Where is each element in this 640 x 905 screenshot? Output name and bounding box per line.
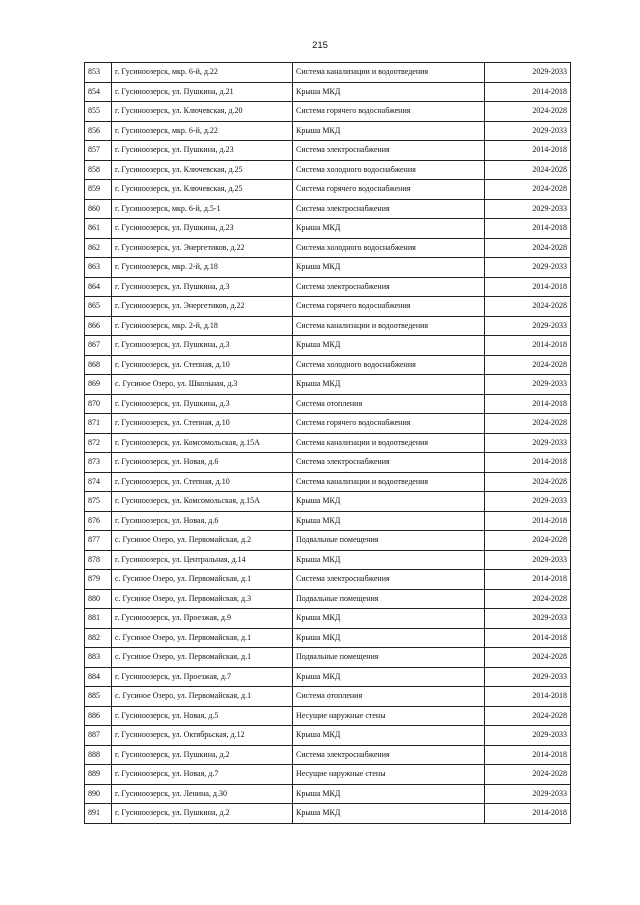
address-cell: г. Гусиноозерск, ул. Ключевская, д.25: [112, 180, 293, 200]
address-cell: г. Гусиноозерск, ул. Новая, д.6: [112, 511, 293, 531]
system-cell: Крыша МКД: [293, 609, 485, 629]
period-cell: 2024-2028: [485, 472, 571, 492]
period-cell: 2029-2033: [485, 316, 571, 336]
row-number-cell: 862: [85, 238, 112, 258]
table-row: [85, 199, 571, 219]
system-cell: Крыша МКД: [293, 784, 485, 804]
row-number-cell: 878: [85, 550, 112, 570]
period-cell: 2014-2018: [485, 511, 571, 531]
table-row: [85, 394, 571, 414]
address-cell: г. Гусиноозерск, ул. Степная, д.10: [112, 355, 293, 375]
table-row: [85, 589, 571, 609]
row-number-cell: 881: [85, 609, 112, 629]
table-row: [85, 219, 571, 239]
table-row: [85, 628, 571, 648]
row-number-cell: 871: [85, 414, 112, 434]
table-body: [85, 63, 571, 824]
table-row: [85, 784, 571, 804]
table-row: [85, 609, 571, 629]
table-row: [85, 453, 571, 473]
address-cell: г. Гусиноозерск, ул. Пушкина, д.3: [112, 277, 293, 297]
address-cell: г. Гусиноозерск, ул. Комсомольская, д.15А: [112, 433, 293, 453]
table-row: [85, 141, 571, 161]
row-number-cell: 882: [85, 628, 112, 648]
system-cell: Система горячего водоснабжения: [293, 297, 485, 317]
system-cell: Система электроснабжения: [293, 199, 485, 219]
table-row: [85, 102, 571, 122]
table-row: [85, 414, 571, 434]
system-cell: Крыша МКД: [293, 121, 485, 141]
address-cell: г. Гусиноозерск, ул. Ключевская, д.25: [112, 160, 293, 180]
period-cell: 2029-2033: [485, 375, 571, 395]
system-cell: Система канализации и водоотведения: [293, 316, 485, 336]
period-cell: 2024-2028: [485, 414, 571, 434]
address-cell: с. Гусиное Озеро, ул. Первомайская, д.1: [112, 628, 293, 648]
table-row: [85, 472, 571, 492]
period-cell: 2024-2028: [485, 648, 571, 668]
row-number-cell: 868: [85, 355, 112, 375]
system-cell: Система горячего водоснабжения: [293, 180, 485, 200]
capital-repair-table: [84, 62, 571, 824]
period-cell: 2014-2018: [485, 687, 571, 707]
table-row: [85, 745, 571, 765]
address-cell: с. Гусиное Озеро, ул. Первомайская, д.1: [112, 687, 293, 707]
row-number-cell: 866: [85, 316, 112, 336]
system-cell: Крыша МКД: [293, 82, 485, 102]
row-number-cell: 865: [85, 297, 112, 317]
table-row: [85, 433, 571, 453]
system-cell: Система электроснабжения: [293, 277, 485, 297]
address-cell: г. Гусиноозерск, ул. Энергетиков, д.22: [112, 238, 293, 258]
table-row: [85, 706, 571, 726]
period-cell: 2029-2033: [485, 726, 571, 746]
period-cell: 2024-2028: [485, 355, 571, 375]
period-cell: 2029-2033: [485, 784, 571, 804]
period-cell: 2014-2018: [485, 628, 571, 648]
page-number: 215: [312, 40, 328, 51]
system-cell: Система электроснабжения: [293, 141, 485, 161]
address-cell: г. Гусиноозерск, ул. Пушкина, д.23: [112, 141, 293, 161]
system-cell: Крыша МКД: [293, 550, 485, 570]
address-cell: г. Гусиноозерск, ул. Проезжая, д.7: [112, 667, 293, 687]
address-cell: г. Гусиноозерск, мкр. 2-й, д.18: [112, 316, 293, 336]
period-cell: 2029-2033: [485, 121, 571, 141]
row-number-cell: 857: [85, 141, 112, 161]
period-cell: 2029-2033: [485, 550, 571, 570]
row-number-cell: 886: [85, 706, 112, 726]
table-row: [85, 531, 571, 551]
address-cell: г. Гусиноозерск, ул. Степная, д.10: [112, 472, 293, 492]
period-cell: 2014-2018: [485, 219, 571, 239]
row-number-cell: 879: [85, 570, 112, 590]
address-cell: г. Гусиноозерск, ул. Новая, д.7: [112, 765, 293, 785]
system-cell: Крыша МКД: [293, 336, 485, 356]
system-cell: Крыша МКД: [293, 219, 485, 239]
table-row: [85, 297, 571, 317]
table-row: [85, 336, 571, 356]
system-cell: Система холодного водоснабжения: [293, 160, 485, 180]
address-cell: г. Гусиноозерск, ул. Ключевская, д.20: [112, 102, 293, 122]
system-cell: Система электроснабжения: [293, 453, 485, 473]
system-cell: Система канализации и водоотведения: [293, 63, 485, 83]
address-cell: г. Гусиноозерск, мкр. 6-й, д.22: [112, 121, 293, 141]
system-cell: Подвальные помещения: [293, 531, 485, 551]
address-cell: г. Гусиноозерск, ул. Пушкина, д.23: [112, 219, 293, 239]
address-cell: г. Гусиноозерск, мкр. 6-й, д.5-1: [112, 199, 293, 219]
period-cell: 2024-2028: [485, 238, 571, 258]
period-cell: 2024-2028: [485, 531, 571, 551]
address-cell: с. Гусиное Озеро, ул. Первомайская, д.1: [112, 648, 293, 668]
table-row: [85, 82, 571, 102]
row-number-cell: 869: [85, 375, 112, 395]
table-row: [85, 667, 571, 687]
table-row: [85, 570, 571, 590]
system-cell: Система канализации и водоотведения: [293, 433, 485, 453]
period-cell: 2029-2033: [485, 667, 571, 687]
period-cell: 2014-2018: [485, 745, 571, 765]
row-number-cell: 860: [85, 199, 112, 219]
address-cell: г. Гусиноозерск, ул. Пушкина, д.21: [112, 82, 293, 102]
table-row: [85, 804, 571, 824]
row-number-cell: 867: [85, 336, 112, 356]
table-row: [85, 316, 571, 336]
period-cell: 2024-2028: [485, 102, 571, 122]
system-cell: Крыша МКД: [293, 258, 485, 278]
address-cell: г. Гусиноозерск, мкр. 2-й, д.18: [112, 258, 293, 278]
system-cell: Система холодного водоснабжения: [293, 355, 485, 375]
row-number-cell: 891: [85, 804, 112, 824]
period-cell: 2014-2018: [485, 82, 571, 102]
table-row: [85, 726, 571, 746]
period-cell: 2024-2028: [485, 589, 571, 609]
system-cell: Подвальные помещения: [293, 648, 485, 668]
row-number-cell: 859: [85, 180, 112, 200]
system-cell: Система электроснабжения: [293, 745, 485, 765]
system-cell: Крыша МКД: [293, 667, 485, 687]
row-number-cell: 885: [85, 687, 112, 707]
period-cell: 2024-2028: [485, 765, 571, 785]
row-number-cell: 863: [85, 258, 112, 278]
address-cell: с. Гусиное Озеро, ул. Первомайская, д.3: [112, 589, 293, 609]
system-cell: Крыша МКД: [293, 511, 485, 531]
row-number-cell: 890: [85, 784, 112, 804]
period-cell: 2029-2033: [485, 199, 571, 219]
system-cell: Система канализации и водоотведения: [293, 472, 485, 492]
row-number-cell: 884: [85, 667, 112, 687]
row-number-cell: 889: [85, 765, 112, 785]
row-number-cell: 853: [85, 63, 112, 83]
row-number-cell: 883: [85, 648, 112, 668]
address-cell: г. Гусиноозерск, ул. Комсомольская, д.15А: [112, 492, 293, 512]
table-row: [85, 492, 571, 512]
table-row: [85, 375, 571, 395]
system-cell: Система горячего водоснабжения: [293, 102, 485, 122]
row-number-cell: 872: [85, 433, 112, 453]
address-cell: г. Гусиноозерск, ул. Новая, д.5: [112, 706, 293, 726]
address-cell: г. Гусиноозерск, ул. Пушкина, д.2: [112, 745, 293, 765]
system-cell: Крыша МКД: [293, 375, 485, 395]
table-row: [85, 160, 571, 180]
address-cell: г. Гусиноозерск, ул. Центральная, д.14: [112, 550, 293, 570]
system-cell: Крыша МКД: [293, 726, 485, 746]
table-row: [85, 511, 571, 531]
system-cell: Система электроснабжения: [293, 570, 485, 590]
table-row: [85, 258, 571, 278]
period-cell: 2029-2033: [485, 609, 571, 629]
row-number-cell: 873: [85, 453, 112, 473]
address-cell: г. Гусиноозерск, ул. Ленина, д.30: [112, 784, 293, 804]
address-cell: г. Гусиноозерск, мкр. 6-й, д.22: [112, 63, 293, 83]
system-cell: Система горячего водоснабжения: [293, 414, 485, 434]
address-cell: с. Гусиное Озеро, ул. Школьная, д.3: [112, 375, 293, 395]
address-cell: с. Гусиное Озеро, ул. Первомайская, д.2: [112, 531, 293, 551]
period-cell: 2014-2018: [485, 141, 571, 161]
table-row: [85, 277, 571, 297]
period-cell: 2014-2018: [485, 394, 571, 414]
period-cell: 2029-2033: [485, 492, 571, 512]
row-number-cell: 887: [85, 726, 112, 746]
system-cell: Подвальные помещения: [293, 589, 485, 609]
system-cell: Система отопления: [293, 394, 485, 414]
system-cell: Крыша МКД: [293, 492, 485, 512]
row-number-cell: 880: [85, 589, 112, 609]
table-row: [85, 765, 571, 785]
address-cell: г. Гусиноозерск, ул. Октябрьская, д.12: [112, 726, 293, 746]
row-number-cell: 855: [85, 102, 112, 122]
period-cell: 2024-2028: [485, 297, 571, 317]
period-cell: 2024-2028: [485, 160, 571, 180]
table-row: [85, 238, 571, 258]
system-cell: Крыша МКД: [293, 804, 485, 824]
row-number-cell: 858: [85, 160, 112, 180]
address-cell: г. Гусиноозерск, ул. Пушкина, д.3: [112, 394, 293, 414]
table-row: [85, 687, 571, 707]
table-row: [85, 121, 571, 141]
period-cell: 2014-2018: [485, 804, 571, 824]
address-cell: г. Гусиноозерск, ул. Пушкина, д.2: [112, 804, 293, 824]
system-cell: Крыша МКД: [293, 628, 485, 648]
row-number-cell: 876: [85, 511, 112, 531]
row-number-cell: 875: [85, 492, 112, 512]
period-cell: 2014-2018: [485, 277, 571, 297]
period-cell: 2024-2028: [485, 180, 571, 200]
row-number-cell: 856: [85, 121, 112, 141]
row-number-cell: 874: [85, 472, 112, 492]
period-cell: 2024-2028: [485, 706, 571, 726]
row-number-cell: 870: [85, 394, 112, 414]
table-row: [85, 63, 571, 83]
row-number-cell: 861: [85, 219, 112, 239]
period-cell: 2029-2033: [485, 433, 571, 453]
address-cell: г. Гусиноозерск, ул. Проезжая, д.9: [112, 609, 293, 629]
table-row: [85, 355, 571, 375]
period-cell: 2029-2033: [485, 258, 571, 278]
period-cell: 2014-2018: [485, 453, 571, 473]
period-cell: 2029-2033: [485, 63, 571, 83]
row-number-cell: 877: [85, 531, 112, 551]
row-number-cell: 854: [85, 82, 112, 102]
row-number-cell: 864: [85, 277, 112, 297]
address-cell: г. Гусиноозерск, ул. Степная, д.10: [112, 414, 293, 434]
system-cell: Система холодного водоснабжения: [293, 238, 485, 258]
table-row: [85, 648, 571, 668]
system-cell: Система отопления: [293, 687, 485, 707]
address-cell: г. Гусиноозерск, ул. Пушкина, д.3: [112, 336, 293, 356]
period-cell: 2014-2018: [485, 570, 571, 590]
system-cell: Несущие наружные стены: [293, 706, 485, 726]
period-cell: 2014-2018: [485, 336, 571, 356]
address-cell: г. Гусиноозерск, ул. Энергетиков, д.22: [112, 297, 293, 317]
address-cell: г. Гусиноозерск, ул. Новая, д.6: [112, 453, 293, 473]
system-cell: Несущие наружные стены: [293, 765, 485, 785]
address-cell: с. Гусиное Озеро, ул. Первомайская, д.1: [112, 570, 293, 590]
table-row: [85, 550, 571, 570]
table-row: [85, 180, 571, 200]
row-number-cell: 888: [85, 745, 112, 765]
